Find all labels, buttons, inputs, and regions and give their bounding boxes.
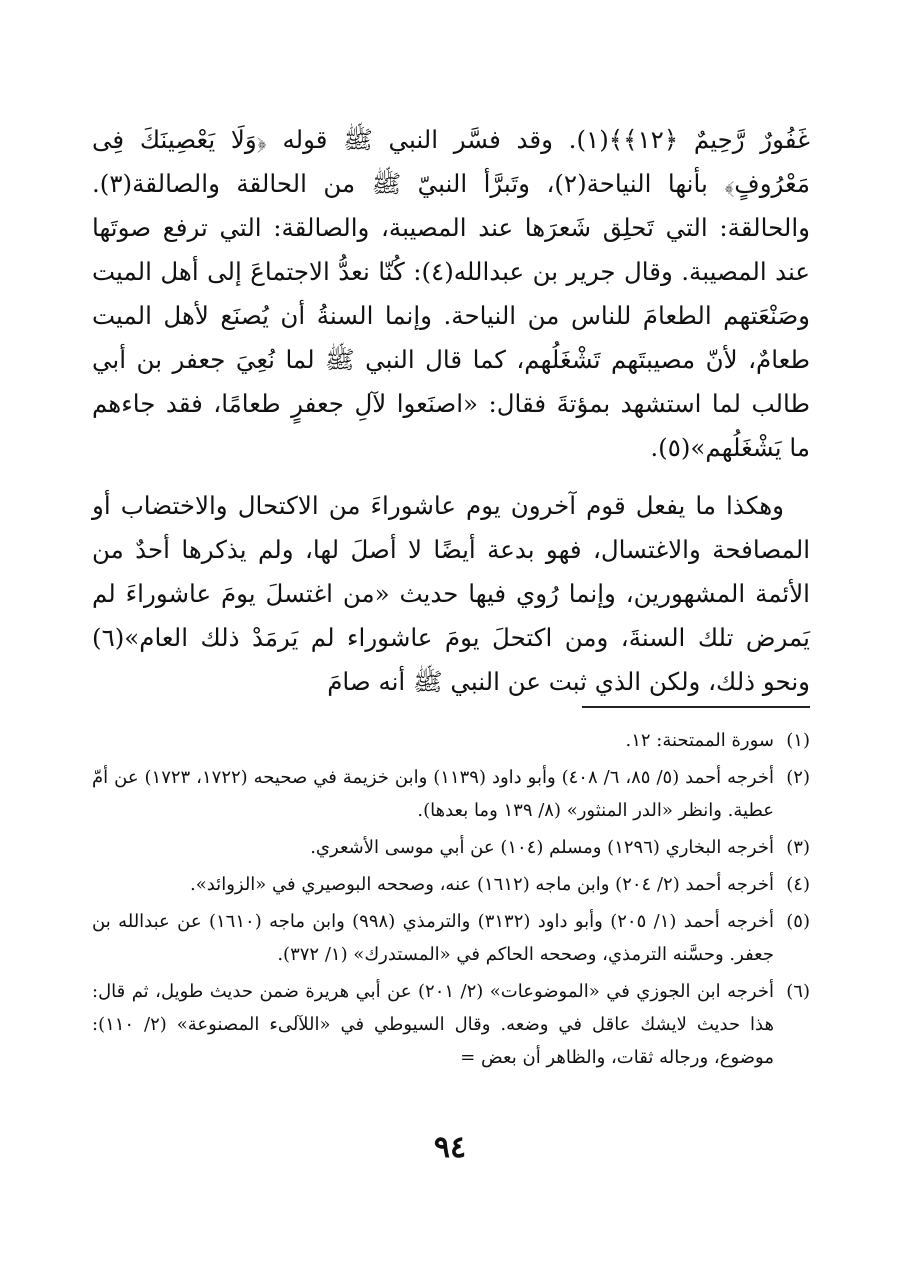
footnote-number: (٥)	[786, 911, 810, 932]
footnote-item	[92, 831, 810, 864]
footnote-item	[92, 905, 810, 971]
main-text-body	[92, 118, 810, 704]
footnote-item	[92, 975, 810, 1074]
footnote-text: أخرجه البخاري (١٢٩٦) ومسلم (١٠٤) عن أبي موسى الأشعري.	[310, 837, 774, 858]
footnote-text: أخرجه أحمد (١/ ٢٠٥) وأبو داود (٣١٣٢) والترمذي (٩٩٨) وابن ماجه (١٦١٠) عن عبدالله بن جعفر. وحسَّنه الترمذي، وصححه الحاكم في «المستدرك» (١/ ٣٧٢).	[92, 911, 774, 965]
footnote-separator	[582, 706, 810, 708]
footnote-text: أخرجه أحمد (٥/ ٨٥، ٦/ ٤٠٨) وأبو داود (١١٣٩) وابن خزيمة في صحيحه (١٧٢٢، ١٧٢٣) عن أمّ عطية. وانظر «الدر المنثور» (٨/ ١٣٩ وما بعدها).	[92, 767, 774, 821]
paragraph-ashura: وهكذا ما يفعل قوم آخرون يوم عاشوراءَ من الاكتحال والاختضاب أو المصافحة والاغتسال، فهو بدعة أيضًا لا أصلَ لها، ولم يذكرها أحدٌ من الأئمة المشهورين، وإنما رُوي فيها حديث «من اغتسلَ يومَ عاشوراءَ لم يَمرض تلك السنةَ، ومن اكتحلَ يومَ عاشوراء لم يَرمَدْ ذلك العام»(٦) ونحو ذلك، ولكن الذي ثبت عن النبي ﷺ أنه صامَ	[92, 491, 810, 696]
footnote-text: أخرجه ابن الجوزي في «الموضوعات» (٢/ ٢٠١) عن أبي هريرة ضمن حديث طويل، ثم قال: هذا حديث لايشك عاقل في وضعه. وقال السيوطي في «اللآلىء المصنوعة» (٢/ ١١٠): موضوع، ورجاله ثقات، والظاهر أن بعض =	[92, 981, 774, 1068]
page-number: ٩٤	[433, 1130, 467, 1165]
paragraph-mourning: غَفُورٌ رَّحِيمٌ ﴿١٢﴾﴾(١). وقد فسَّر النبي ﷺ قوله ﴿وَلَا يَعْصِينَكَ فِى مَعْرُوفٍ﴾ بأنها النياحة(٢)، وتَبرَّأ النبيّ ﷺ من الحالقة والصالقة(٣). والحالقة: التي تَحلِق شَعرَها عند المصيبة، والصالقة: التي ترفع صوتَها عند المصيبة. وقال جرير بن عبدالله(٤): كُنّا نعدُّ الاجتماعَ إلى أهل الميت وصَنْعَتهم الطعامَ للناس من النياحة. وإنما السنةُ أن يُصنَع لأهل الميت طعامٌ، لأنّ مصيبتَهم تَشْغَلُهم، كما قال النبي ﷺ لما نُعِيَ جعفر بن أبي طالب لما استشهد بمؤتةَ فقال: «اصنَعوا لآلِ جعفرٍ طعامًا، فقد جاءهم ما يَشْغَلُهم»(٥).	[92, 125, 810, 462]
footnote-number: (٢)	[786, 767, 810, 788]
footnote-number: (٦)	[786, 981, 810, 1002]
footnote-text: سورة الممتحنة: ١٢.	[625, 730, 774, 751]
footnote-text: أخرجه أحمد (٢/ ٢٠٤) وابن ماجه (١٦١٢) عنه، وصححه البوصيري في «الزوائد».	[190, 874, 774, 895]
footnote-item	[92, 761, 810, 827]
footnote-item	[92, 868, 810, 901]
footnotes	[92, 724, 810, 1078]
footnote-number: (٤)	[786, 874, 810, 895]
footnote-item	[92, 724, 810, 757]
footnote-number: (٣)	[786, 837, 810, 858]
footnote-number: (١)	[786, 730, 810, 751]
